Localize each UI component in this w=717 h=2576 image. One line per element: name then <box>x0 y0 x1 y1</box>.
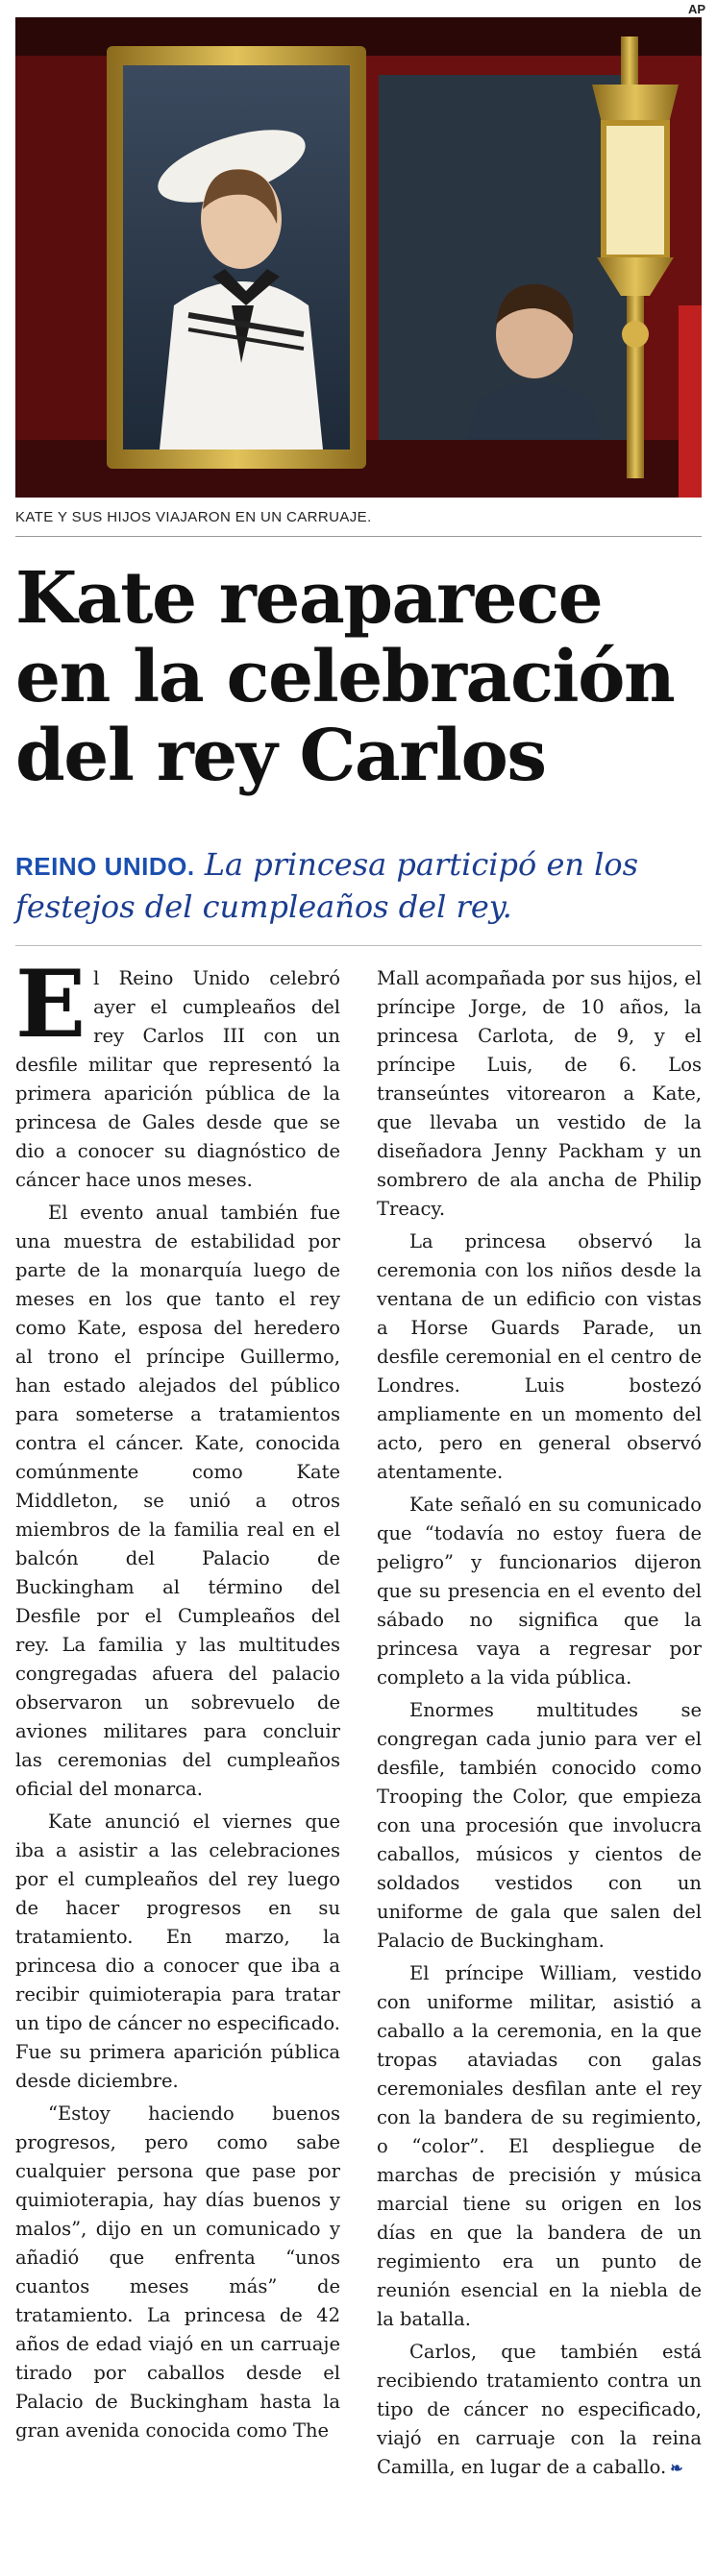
body-paragraph: El príncipe William, vestido con uniforme militar, asistió a caballo a la ceremonia, en la que tropas ataviadas con galas ceremoniales desfilan ante el rey con la bandera de su regimiento, o “color”. El despliegue de marchas de precisión y música marcial tiene su origen en los días en que la bandera de un regimiento era un punto de reunión esencial en la niebla de la batalla. <box>377 1962 702 2330</box>
section-kicker: REINO UNIDO. <box>15 852 195 881</box>
paragraph-text: l Reino Unido celebró ayer el cumpleaños del rey Carlos III con un desfile militar que representó la primera aparición pública de la princesa de Gales desde que se dio a conocer su diagnóstico de cáncer hace unos meses. <box>15 967 340 1191</box>
drop-cap: E <box>15 950 87 1058</box>
caption-divider <box>15 536 702 537</box>
body-paragraph: La princesa observó la ceremonia con los niños desde la ventana de un edificio con vistas a Horse Guards Parade, un desfile ceremonial en el centro de Londres. Luis bostezó ampliamente en un momento del acto, pero en general observó atentamente. <box>377 1230 702 1483</box>
carriage-illustration <box>15 17 702 498</box>
dek <box>15 843 702 928</box>
photo-caption: KATE Y SUS HIJOS VIAJARON EN UN CARRUAJE. <box>15 509 372 525</box>
body-paragraph: Mall acompañada por sus hijos, el príncipe Jorge, de 10 años, la princesa Carlota, de 9, y el príncipe Luis, de 6. Los transeúntes vitorearon a Kate, que llevaba un vestido de la diseñadora Jenny Packham y un sombrero de ala ancha de Philip Treacy. <box>377 967 702 1220</box>
end-mark-icon: ❧ <box>670 2461 683 2477</box>
paragraph-text: Carlos, que también está recibiendo tratamiento contra un tipo de cáncer no especificado, viajó en carruaje con la reina Camilla, en lugar de a caballo. <box>377 2341 702 2478</box>
article-column-right <box>377 964 702 2486</box>
body-paragraph <box>15 950 340 1195</box>
headline: Kate reaparece en la celebración del rey Carlos <box>15 557 675 797</box>
dek-divider <box>15 945 702 946</box>
body-paragraph <box>377 2338 702 2482</box>
body-paragraph: Kate señaló en su comunicado que “todavía no estoy fuera de peligro” y funcionarios dijeron que su presencia en el evento del sábado no significa que la princesa vaya a regresar por completo a la vida pública. <box>377 1494 702 1689</box>
carriage-photo <box>15 17 702 498</box>
body-paragraph: El evento anual también fue una muestra de estabilidad por parte de la monarquía luego de meses en los que tanto el rey como Kate, esposa del heredero al trono el príncipe Guillermo, han estado alejados del público para someterse a tratamientos contra el cáncer. Kate, conocida comúnmente como Kate Middleton, se unió a otros miembros de la familia real en el balcón del Palacio de Buckingham al término del Desfile por el Cumpleaños del rey. La familia y las multitudes congregadas afuera del palacio observaron un sobrevuelo de aviones militares para concluir las ceremonias del cumpleaños oficial del monarca. <box>15 1202 340 1800</box>
body-paragraph: Kate anunció el viernes que iba a asistir a las celebraciones por el cumpleaños del rey luego de hacer progresos en su tratamiento. En marzo, la princesa dio a conocer que iba a recibir quimioterapia para tratar un tipo de cáncer no especificado. Fue su primera aparición pública desde diciembre. <box>15 1810 340 2092</box>
article-column-left <box>15 950 340 2449</box>
body-paragraph: Enormes multitudes se congregan cada junio para ver el desfile, también conocido como Trooping the Color, que empieza con una procesión que involucra caballos, músicos y cientos de soldados vestidos con un uniforme de gala que salen del Palacio de Buckingham. <box>377 1699 702 1952</box>
dek-text: La princesa participó en los festejos del cumpleaños del rey. <box>15 846 639 925</box>
photo-credit: AP <box>687 2 705 16</box>
body-paragraph: “Estoy haciendo buenos progresos, pero como sabe cualquier persona que pase por quimioterapia, hay días buenos y malos”, dijo en un comunicado y añadió que enfrenta “unos cuantos meses más” de tratamiento. La princesa de 42 años de edad viajó en un carruaje tirado por caballos desde el Palacio de Buckingham hasta la gran avenida conocida como The <box>15 2102 340 2442</box>
